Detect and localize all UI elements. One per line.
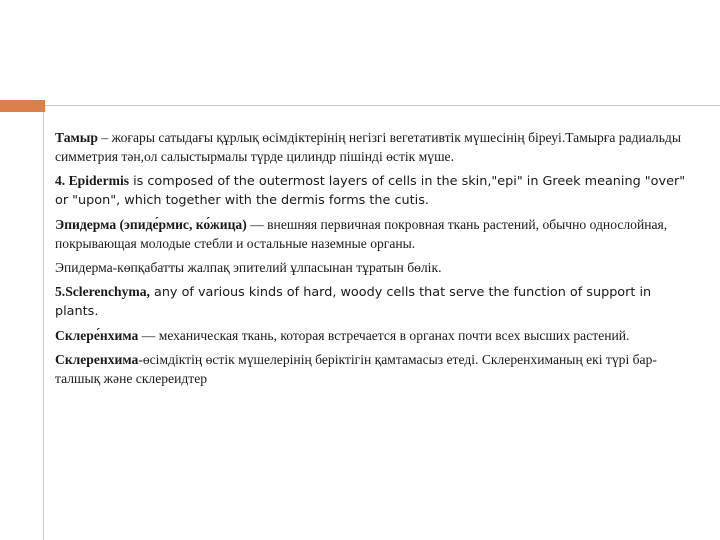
- definition: Эпидерма-көпқабатты жалпақ эпителий ұлпасынан тұратын бөлік.: [55, 260, 442, 275]
- paragraph-sclerenchyma-ru: [55, 326, 690, 345]
- definition: — механическая ткань, которая встречается в органах почти всех высших растений.: [138, 328, 630, 343]
- term: 4. Epidermis: [55, 173, 130, 188]
- slide-body: [55, 128, 690, 393]
- paragraph-sclerenchyma-kz: [55, 350, 690, 388]
- paragraph-epidermis-en: [55, 171, 690, 210]
- paragraph-epidermis-ru: [55, 215, 690, 253]
- paragraph-epidermis-kz: [55, 258, 690, 277]
- term: 5.Sclerenchyma,: [55, 284, 150, 299]
- header-rule: [45, 105, 720, 106]
- paragraph-tamyr: [55, 128, 690, 166]
- paragraph-sclerenchyma-en: [55, 282, 690, 321]
- term: Склеренхима: [55, 352, 139, 367]
- definition: -өсімдіктің өстік мүшелерінің беріктігін қамтамасыз етеді. Склеренхиманың екі түрі бар- талшық және склереидтер: [55, 352, 657, 386]
- definition: – жоғары сатыдағы құрлық өсімдіктерінің негізгі вегетативтік мүшесінің біреуі.Тамырға радиальды симметрия тән,ол салыстырмалы түрде цилиндр пішінді өстік мүше.: [55, 130, 681, 164]
- term: Склере́нхима: [55, 328, 139, 343]
- left-rule: [43, 112, 44, 540]
- definition: any of various kinds of hard, woody cells that serve the function of support in plants.: [55, 285, 652, 319]
- term: Тамыр: [55, 130, 98, 145]
- definition: is composed of the outermost layers of cells in the skin,"epi" in Greek meaning "over" or "upon", which together with the dermis forms the cutis.: [55, 174, 686, 208]
- accent-bar: [0, 100, 45, 112]
- definition: — внешняя первичная покровная ткань растений, обычно однослойная, покрывающая молодые стебли и остальные наземные органы.: [55, 217, 668, 251]
- term: Эпидерма (эпиде́рмис, ко́жица): [55, 217, 247, 232]
